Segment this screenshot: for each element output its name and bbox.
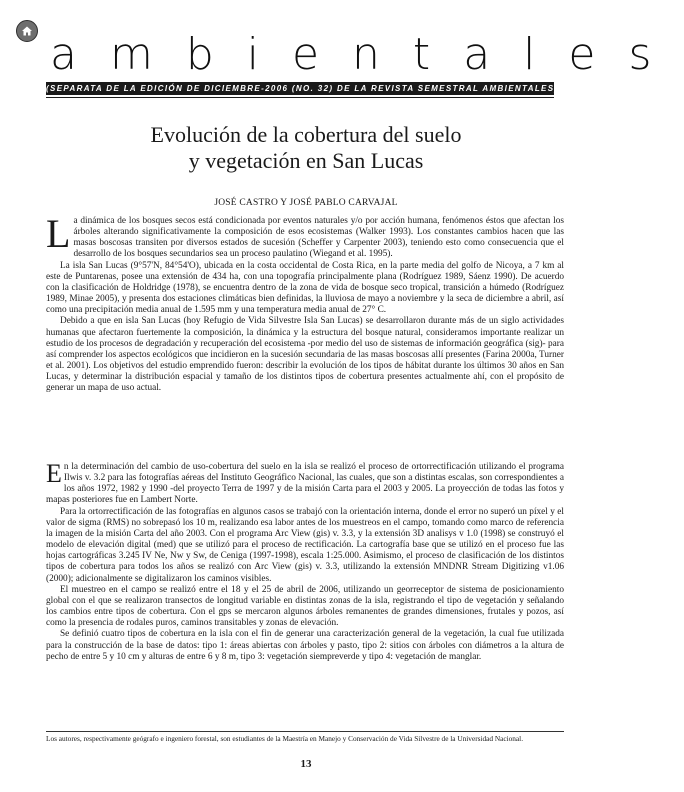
paragraph-3: Debido a que en isla San Lucas (hoy Refugio de Vida Silvestre Isla San Lucas) se desarrollaron durante más de un siglo actividades humanas que afectaron fuertemente la composición, la dinámica y la estructura del bosque natural, consideramos importante realizar un estudio de los procesos de degradación y recuperación del ecosistema -por medio del uso de sistemas de información geográfica (sig)- para así comprender los aspectos ecológicos que incidieron en la sucesión secundaria de las masas boscosas allí presentes (Farina 2000a, Turner et al. 2001). Los objetivos del estudio emprendido fueron: describir la evolución de los tipos de hábitat durante los últimos 30 años en San Lucas, y determinar la distribución espacial y tamaño de los distintos tipos de cobertura presentes actualmente ahí, con el propósito de generar un mapa de uso actual. <box>46 316 564 394</box>
intro-section <box>46 211 564 395</box>
drop-cap-l: L <box>46 211 71 256</box>
drop-cap-e: E <box>46 459 62 488</box>
article-title-line1: Evolución de la cobertura del suelo <box>150 122 462 147</box>
paragraph-5: Para la ortorrectificación de las fotografías en algunos casos se trabajó con la orientación interna, donde el error no superó un píxel y el valor de sigma (RMS) no sobrepasó los 10 m, realizando esa labor antes de los muestreos en el campo, tomando como marco de referencia la imagen de la misión Carta del año 2003. Con el programa Arc View (gis) v. 3.3, y la extensión 3D analisys v 1.0 (1998) se construyó el modelo de elevación digital (med) que se utilizó para el proceso de rectificación. La cartografía base que se utilizó en el proceso fue las hojas cartográficas 3.245 IV Ne, Nw y Sw, de Ceniga (1997-1998), escala 1:25.000. Asimismo, el proceso de clasificación de los distintos tipos de cobertura para todos los años se realizó con Arc View (gis) v. 3.3, utilizando la extensión MNDNR Stream Digitizing v1.06 (2000); adicionalmente se digitalizaron los caminos visibles. <box>46 506 564 584</box>
paragraph-6: El muestreo en el campo se realizó entre el 18 y el 25 de abril de 2006, utilizando un georreceptor de sistema de posicionamiento global con el que se realizaron transectos de longitud variable en distintas zonas de la isla, registrando el tipo de vegetación y señalando los cambios entre tipos de cobertura. Con el gps se mercaron algunos árboles remanentes de grandes dimensiones, frutales y pozos, así como la presencia de rodales puros, caminos transitables y zonas de elevación. <box>46 584 564 629</box>
home-icon[interactable] <box>16 20 38 42</box>
article-title <box>46 122 566 174</box>
methods-section <box>46 459 564 663</box>
footnote-divider <box>46 731 564 732</box>
footnote: Los autores, respectivamente geógrafo e ingeniero forestal, son estudiantes de la Maestría en Manejo y Conservación de Vida Silvestre de la Universidad Nacional. <box>46 734 524 743</box>
paragraph-1 <box>46 211 564 261</box>
house-glyph <box>21 25 33 37</box>
masthead-divider <box>46 97 554 98</box>
paragraph-7: Se definió cuatro tipos de cobertura en la isla con el fin de generar una caracterización general de la vegetación, la cual fue utilizada para la construcción de la base de datos: tipo 1: áreas abiertas con árboles y pasto, tipo 2: sitios con árboles con diámetros a la altura de pecho de entre 5 y 10 cm y alturas de entre 6 y 8 m, tipo 3: vegetación siempreverde y tipo 4: vegetación de manglar. <box>46 629 564 662</box>
article-authors: JOSÉ CASTRO Y JOSÉ PABLO CARVAJAL <box>214 198 398 208</box>
paragraph-4 <box>46 459 564 507</box>
masthead-subtitle: (SEPARATA DE LA EDICIÓN DE DICIEMBRE-2006 (NO. 32) DE LA REVISTA SEMESTRAL AMBIENTALES) <box>46 84 559 93</box>
page-number: 13 <box>300 758 312 770</box>
article-title-line2: y vegetación en San Lucas <box>188 148 424 173</box>
masthead-title: ambientales <box>50 29 684 80</box>
paragraph-2: La isla San Lucas (9°57'N, 84°54'O), ubicada en la costa occidental de Costa Rica, en la parte media del golfo de Nicoya, a 7 km al este de Puntarenas, posee una extensión de 434 ha, con una topografía principalmente plana (Rodríguez 1989, Sáenz 1990). De acuerdo con la clasificación de Holdridge (1978), se encuentra dentro de la zona de vida de bosque seco tropical, transición a húmedo (Rodríguez 1989, Minae 2005), y presenta dos estaciones climáticas bien definidas, la lluviosa de mayo a noviembre y la seca de diciembre a abril, así como una precipitación media anual de 1.595 mm y una temperatura media anual de 27° C. <box>46 260 564 316</box>
paragraph-1-text: a dinámica de los bosques secos está condicionada por eventos naturales y/o por acción humana, fenómenos éstos que afectan los árboles alterando significativamente la composición de esos ecosistemas (Walker 1993). Los constantes cambios hacen que las masas boscosas transiten por diversos estados de sucesión (Scheffer y Carpenter 2003), teniendo esto como consecuencia que el desarrollo de los bosques secundarios sea un proceso paulatino (Wiegand et al. 1995). <box>73 216 564 260</box>
paragraph-4-text: n la determinación del cambio de uso-cobertura del suelo en la isla se realizó el proceso de ortorrectificación utilizando el programa Ilwis v. 3.2 para las fotografías aéreas del Instituto Geográfico Nacional, las cuales, que son a distintas escalas, son correspondientes a los años 1972, 1982 y 1990 -del proyecto Terra de 1997 y de la misión Carta para el 2003 y 2005. La proyección de todas las fotos y mapas posteriores fue en Lambert Norte. <box>46 462 564 506</box>
